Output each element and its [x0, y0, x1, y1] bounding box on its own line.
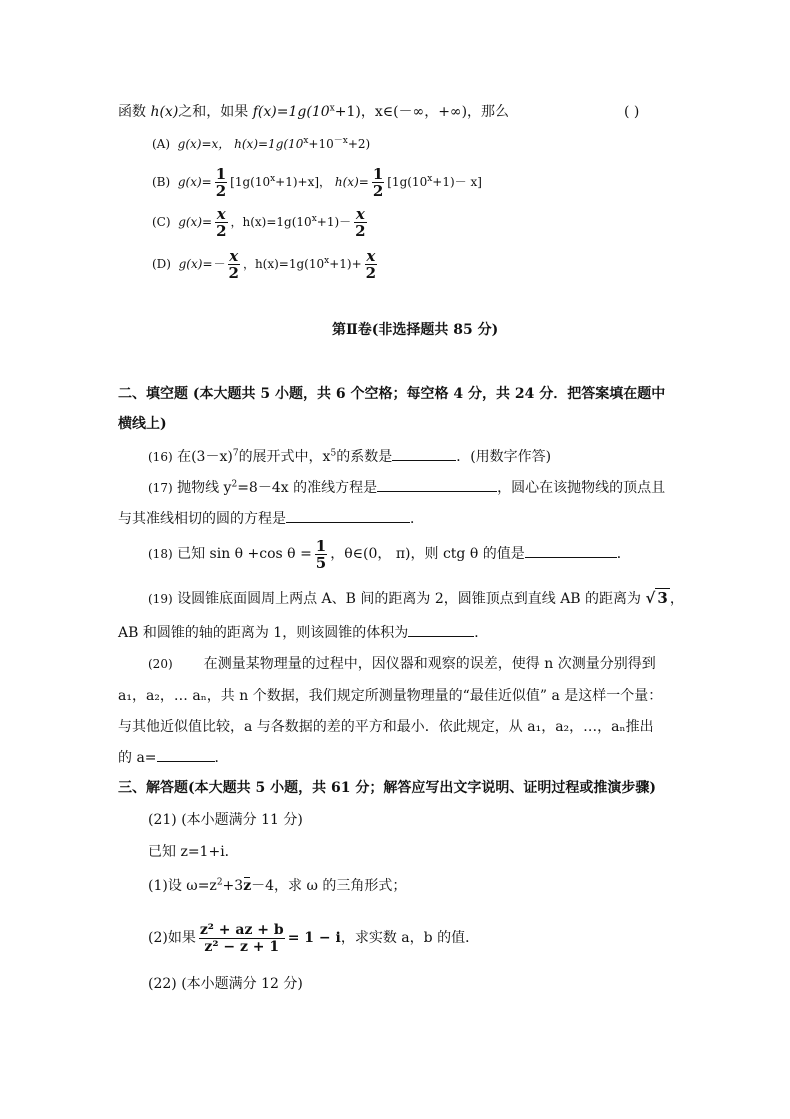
- z-conjugate: z: [243, 878, 252, 894]
- fraction: $\frac{x}{2}$: [216, 205, 227, 240]
- fill-heading: 二、填空题 (本大题共 5 小题，共 6 个空格；每空格 4 分，共 24 分．把答案填在题中: [118, 386, 666, 402]
- question-20: (20) 在测量某物理量的过程中，因仪器和观察的误差，使得 n 次测量分别得到: [148, 656, 656, 672]
- fraction: $\frac{x}{2}$: [355, 205, 366, 240]
- question-17: (17) 抛物线 $y^2=8-4x$ 的准线方程是 ，圆心在该抛物线的顶点且: [148, 477, 665, 498]
- fraction: $\frac{1}{5}$: [315, 536, 327, 572]
- answer-blank[interactable]: [408, 622, 474, 637]
- answer-blank[interactable]: [157, 747, 215, 762]
- question-18: (18) 已知 sin θ +cos θ = $\frac{1}{5}$ ，θ∈(0， π)，则 ctg θ 的值是 ．: [148, 536, 631, 572]
- question-20-line3: 与其他近似值比较，a 与各数据的差的平方和最小．依此规定，从 a₁，a₂，…，aₙ推出: [118, 719, 654, 735]
- fraction: $\frac{x}{2}$: [228, 247, 239, 282]
- question-21-given: 已知 z=1+i．: [148, 844, 239, 860]
- answer-paren: ( ): [624, 104, 640, 120]
- fraction: $\frac{1}{2}$: [372, 165, 384, 200]
- answer-blank[interactable]: [377, 477, 497, 492]
- fraction: $\frac{1}{2}$: [215, 165, 227, 200]
- fill-heading-cont: 横线上): [118, 416, 167, 432]
- section-title: 第Ⅱ卷(非选择题共 85 分): [332, 322, 499, 338]
- option-d: (D) g(x)=－ $\frac{x}{2}$ ，$h(x)=1g(10^x+1)+$ $\frac{x}{2}$: [152, 247, 377, 282]
- intro-line: 函数 h(x)之和，如果 $f(x)=1g(10^x+1)$，x∈(－∞，+∞)，那么: [118, 103, 510, 120]
- option-c: (C) g(x)= $\frac{x}{2}$ ，$h(x)=1g(10^x+1)-$ $\frac{x}{2}$: [152, 205, 366, 240]
- option-b: (B) g(x)= $\frac{1}{2}$ $[1g(10^x+1)+x]$， h(x)= $\frac{1}{2}$ $[1g(10^x+1)- x]$: [152, 165, 482, 200]
- question-16: (16) 在$(3-x)^7$的展开式中，$x^5$的系数是 ．(用数字作答): [148, 446, 551, 467]
- answer-blank[interactable]: [525, 543, 617, 558]
- question-21-part1: (1)设 $\omega=z^2+3z-4$，求 ω 的三角形式；: [148, 877, 407, 894]
- fraction: $\frac{\text{z² + az + b}}{\text{z² − z + 1}}$: [199, 921, 284, 955]
- answer-blank[interactable]: [392, 446, 456, 461]
- question-17-cont: 与其准线相切的圆的方程是 ．: [118, 508, 424, 529]
- question-19: (19) 设圆锥底面圆周上两点 A、B 间的距离为 2，圆锥顶点到直线 AB 的距离为 √ 3 ，: [148, 589, 684, 607]
- question-20-line4: 的 a= ．: [118, 747, 229, 768]
- question-21-head: (21) (本小题满分 11 分): [148, 812, 303, 828]
- question-22-head: (22) (本小题满分 12 分): [148, 976, 303, 992]
- question-20-line2: a₁，a₂，… aₙ，共 n 个数据，我们规定所测量物理量的“最佳近似值” a 是这样一个量：: [118, 688, 663, 704]
- sqrt-3: √ 3: [645, 589, 668, 607]
- option-a: (A) g(x)=x， $h(x)=1g(10^x+10^{-x}+2)$: [152, 136, 371, 151]
- question-19-cont: AB 和圆锥的轴的距离为 1，则该圆锥的体积为 ．: [118, 622, 488, 643]
- answer-blank[interactable]: [286, 508, 410, 523]
- question-21-part2: (2)如果 $\frac{\text{z² + az + b}}{\text{z² − z + 1}}$ = 1 − i，求实数 a，b 的值．: [148, 921, 480, 955]
- solve-heading: 三、解答题(本大题共 5 小题，共 61 分；解答应写出文字说明、证明过程或推演步骤): [118, 780, 656, 796]
- fraction: $\frac{x}{2}$: [365, 247, 377, 282]
